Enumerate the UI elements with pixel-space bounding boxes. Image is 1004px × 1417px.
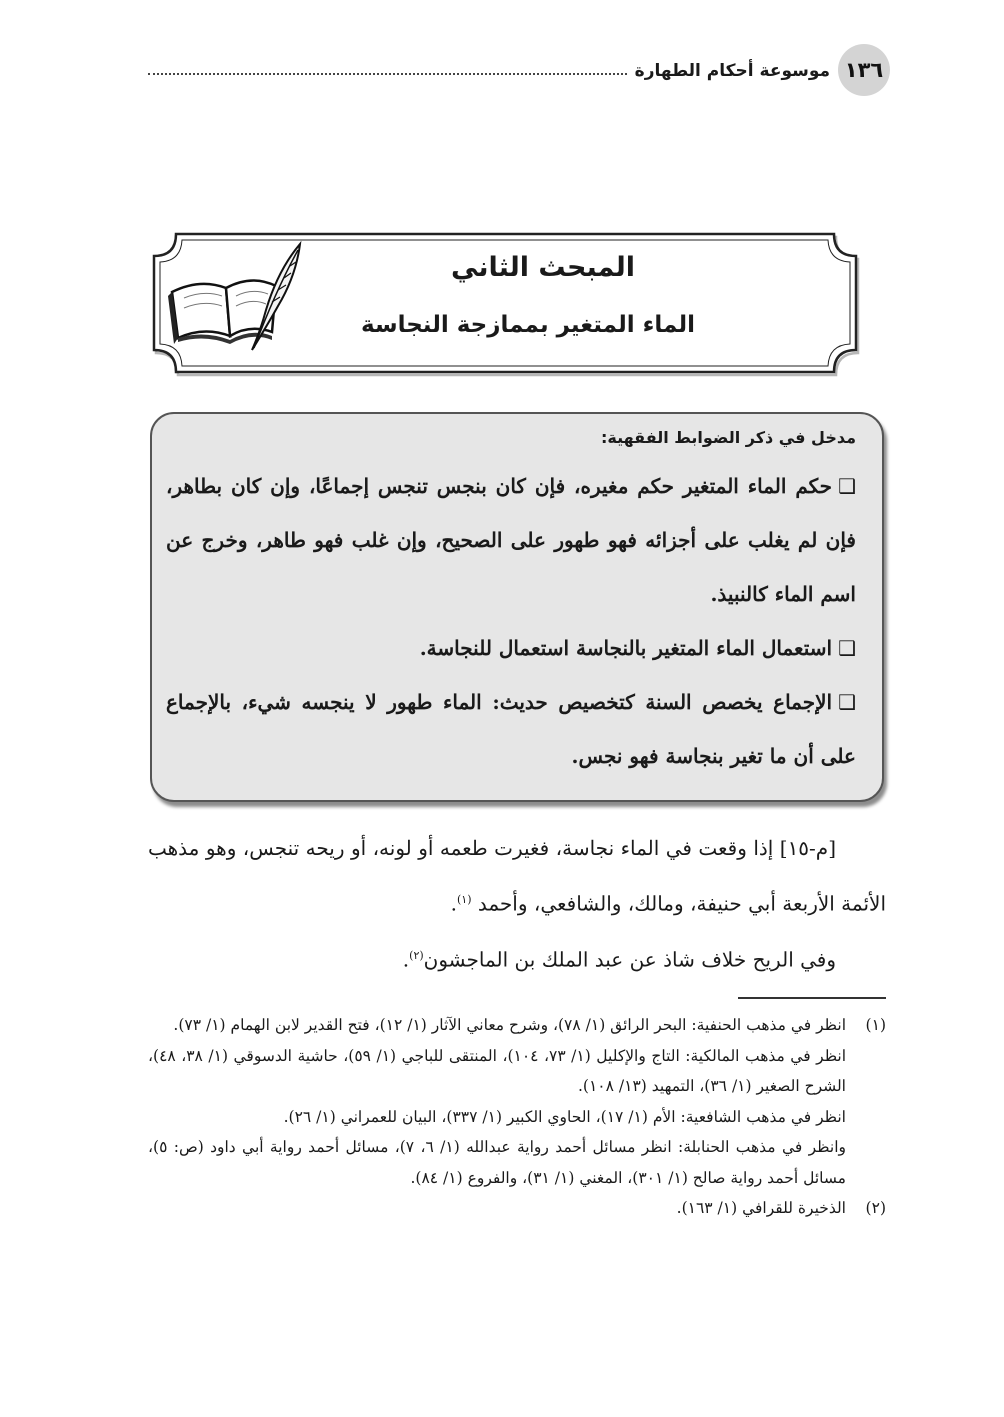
paragraph: [م-١٥] إذا وقعت في الماء نجاسة، فغيرت طعمه أو لونه، أو ريحه تنجس، وهو مذهب الأئمة الأربعة أبي حنيفة، ومالك، والشافعي، وأحمد $^{(١)}$. — [148, 836, 886, 916]
book-quill-icon — [160, 240, 310, 360]
checkbox-bullet-icon: ❑ — [838, 690, 856, 714]
footnote-line: وانظر في مذهب الحنابلة: انظر مسائل أحمد رواية عبدالله (١/ ٦، ٧)، مسائل أحمد رواية أبي داود (ص: ٥)، مسائل أحمد رواية صالح (١/ ٣٠١)، المغني (١/ ٣١)، والفروع (١/ ٨٤). — [148, 1138, 846, 1187]
header-dotted-rule — [148, 73, 627, 75]
footnote-line: انظر في مذهب المالكية: التاج والإكليل (١/ ٧٣، ١٠٤)، المنتقى للباجي (١/ ٥٩)، حاشية الدسوقي (١/ ٣٨، ٤٨)، الشرح الصغير (١/ ٣٦)، التمهيد (١٣/ ١٠٨). — [148, 1046, 847, 1095]
running-header — [148, 58, 830, 84]
rule-text: استعمال الماء المتغير بالنجاسة استعمال للنجاسة. — [419, 636, 833, 660]
main-text — [148, 822, 886, 985]
footnotes — [148, 1010, 886, 1224]
chapter-title: المبحث الثاني — [451, 252, 635, 283]
footnote-line: انظر في مذهب الشافعية: الأم (١/ ١٧)، الحاوي الكبير (١/ ٣٣٧)، البيان للعمراني (١/ ٢٦). — [283, 1107, 846, 1126]
footnote — [148, 1010, 886, 1193]
chapter-banner — [148, 228, 862, 378]
rules-heading: مدخل في ذكر الضوابط الفقهية: — [600, 428, 856, 447]
checkbox-bullet-icon: ❑ — [838, 474, 856, 498]
rule-text: حكم الماء المتغير حكم مغيره، فإن كان بنجس تنجس إجماعًا، وإن كان بطاهر، فإن لم يغلب على أجزائه فهو طهور على الصحيح، وإن غلب فهو طاهر، وخرج عن اسم الماء كالنبيذ. — [166, 474, 856, 606]
rule-text: الإجماع يخصص السنة كتخصيص حديث: الماء طهور لا ينجسه شيء، بالإجماع على أن ما تغير بنجاسة فهو نجس. — [166, 690, 856, 768]
footnote-number: (٢) — [865, 1199, 886, 1217]
footnote — [148, 1193, 886, 1224]
footnote-ref[interactable]: (١) — [457, 893, 472, 906]
rule-item — [166, 459, 856, 621]
footnote-ref[interactable]: (٢) — [409, 948, 424, 962]
footnote-line: انظر في مذهب الحنفية: البحر الرائق (١/ ٧٨)، وشرح معاني الآثار (١/ ١٢)، فتح القدير لابن الهمام (١/ ٧٣). — [173, 1016, 846, 1034]
footnote-number: (١) — [865, 1016, 886, 1034]
checkbox-bullet-icon: ❑ — [838, 636, 856, 660]
paragraph: وفي الريح خلاف شاذ عن عبد الملك بن الماجشون$^{(٢)}$. — [402, 947, 836, 972]
fiqh-rules-box — [150, 412, 884, 802]
page-number: ١٣٦ — [838, 44, 890, 96]
book-title: موسوعة أحكام الطهارة — [634, 61, 830, 81]
rule-item — [166, 675, 856, 783]
footnote-separator — [738, 997, 886, 999]
chapter-subtitle: الماء المتغير بممازجة النجاسة — [361, 312, 695, 338]
footnote-line: الذخيرة للقرافي (١/ ١٦٣). — [676, 1199, 846, 1217]
rule-item — [166, 621, 856, 675]
